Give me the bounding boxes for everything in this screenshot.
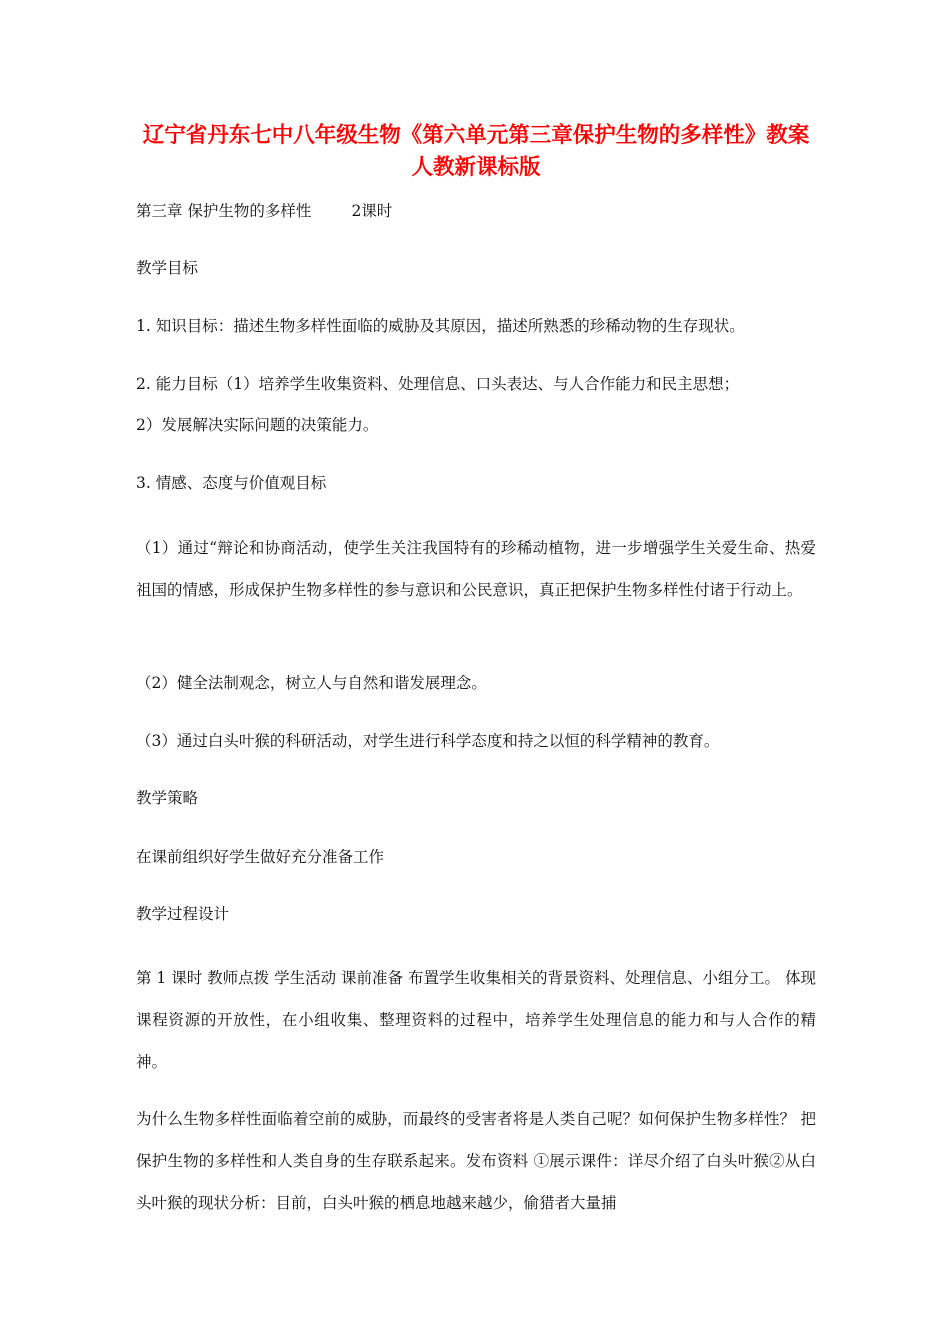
chapter-hours: 2课时 bbox=[351, 202, 393, 220]
goal-emotion-item-1: （1）通过“辩论和协商活动，使学生关注我国特有的珍稀动植物，进一步增强学生关爱生命、热爱祖国的情感，形成保护生物多样性的参与意识和公民意识，真正把保护生物多样性付诸于行动上。 bbox=[136, 539, 816, 599]
teaching-goals-heading: 教学目标 bbox=[136, 259, 199, 277]
strategy-text: 在课前组织好学生做好充分准备工作 bbox=[136, 848, 385, 866]
document-title: 辽宁省丹东七中八年级生物《第六单元第三章保护生物的多样性》教案 人教新课标版 bbox=[142, 123, 810, 180]
goal-ability-2: 2）发展解决实际问题的决策能力。 bbox=[136, 416, 379, 434]
goal-ability: 2. 能力目标（1）培养学生收集资料、处理信息、口头表达、与人合作能力和民主思想； bbox=[136, 375, 740, 393]
process-paragraph-1: 第 1 课时 教师点拨 学生活动 课前准备 布置学生收集相关的背景资料、处理信息、小组分工。 体现课程资源的开放性，在小组收集、整理资料的过程中，培养学生处理信息的能力和与人合作的精神。 bbox=[136, 969, 816, 1071]
process-heading: 教学过程设计 bbox=[136, 905, 230, 923]
chapter-title: 第三章 保护生物的多样性 bbox=[136, 202, 312, 220]
chapter-line bbox=[136, 196, 816, 226]
goal-emotion-item-2: （2）健全法制观念，树立人与自然和谐发展理念。 bbox=[136, 674, 487, 692]
strategy-heading: 教学策略 bbox=[136, 789, 199, 807]
goal-emotion-heading: 3. 情感、态度与价值观目标 bbox=[136, 474, 327, 492]
process-paragraph-2: 为什么生物多样性面临着空前的威胁，而最终的受害者将是人类自己呢？如何保护生物多样性？ 把保护生物的多样性和人类自身的生存联系起来。发布资料 ①展示课件：详尽介绍了白头叶猴②从白头叶猴的现状分析：目前，白头叶猴的栖息地越来越少，偷猎者大量捕 bbox=[136, 1110, 816, 1212]
goal-emotion-item-3: （3）通过白头叶猴的科研活动，对学生进行科学态度和持之以恒的科学精神的教育。 bbox=[136, 732, 720, 750]
goal-knowledge: 1. 知识目标：描述生物多样性面临的威胁及其原因，描述所熟悉的珍稀动物的生存现状。 bbox=[136, 317, 745, 335]
